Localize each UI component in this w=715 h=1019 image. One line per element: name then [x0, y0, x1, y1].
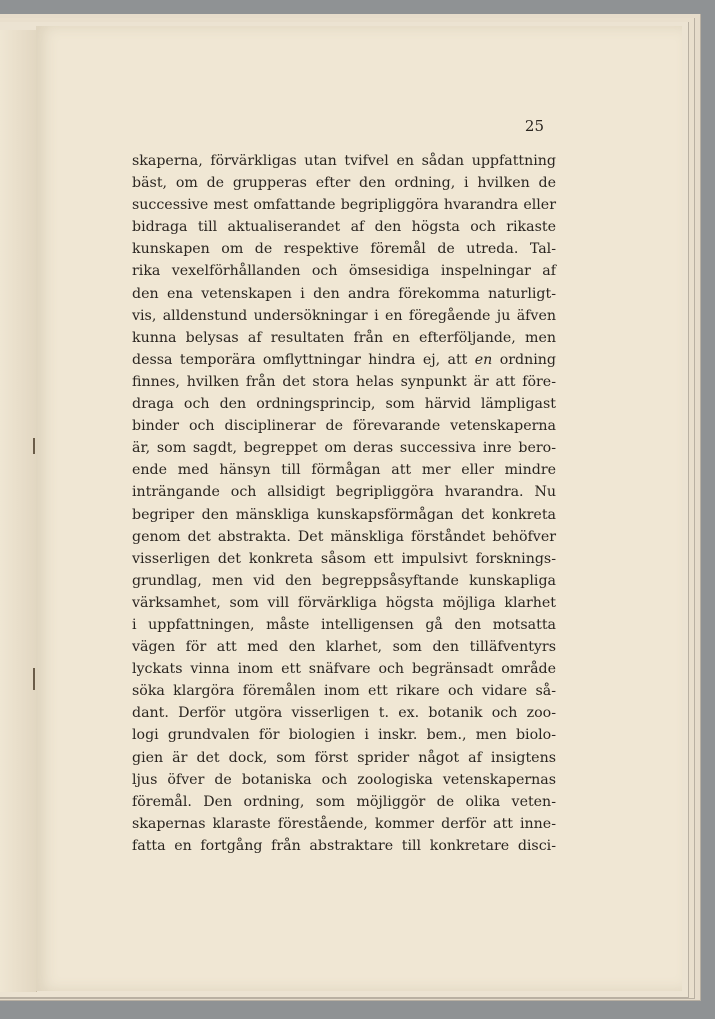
emphasized-word: en	[474, 351, 493, 368]
text-line: successive mest omfattande begripliggöra hvarandra eller	[132, 197, 556, 214]
text-line: gien är det dock, som först sprider något af insigtens	[132, 749, 556, 766]
left-page-edge	[0, 30, 37, 992]
text-line: söka klargöra föremålen inom ett rikare och vidare så-	[132, 683, 556, 700]
text-line: dessa temporära omflyttningar hindra ej, att en ordning	[132, 351, 556, 368]
text-line: draga och den ordningsprincip, som härvid lämpligast	[132, 396, 556, 413]
text-line: begriper den mänskliga kunskapsförmågan det konkreta	[132, 506, 556, 523]
text-line: binder och disciplinerar de förevarande vetenskaperna	[132, 418, 556, 435]
text-line: skapernas klaraste förestående, kommer derför att inne-	[132, 815, 556, 832]
text-line: kunna belysas af resultaten från en efterföljande, men	[132, 329, 556, 346]
margin-pencil-mark	[33, 668, 35, 690]
text-line: dant. Derför utgöra visserligen t. ex. botanik och zoo-	[132, 705, 556, 722]
text-line: är, som sagdt, begreppet om deras successiva inre bero-	[132, 440, 556, 457]
text-line: den ena vetenskapen i den andra förekomma naturligt-	[132, 285, 556, 302]
body-text	[132, 150, 556, 857]
text-line: logi grundvalen för biologien i inskr. bem., men biolo-	[132, 727, 556, 744]
text-line: värksamhet, som vill förvärkliga högsta möjliga klarhet	[132, 594, 556, 611]
text-line: grundlag, men vid den begreppsåsyftande kunskapliga	[132, 572, 556, 589]
text-line: kunskapen om de respektive föremål de utreda. Tal-	[132, 241, 556, 258]
text-line: vägen för att med den klarhet, som den tilläfventyrs	[132, 639, 556, 656]
page-number: 25	[524, 117, 544, 135]
text-line: föremål. Den ordning, som möjliggör de olika veten-	[132, 793, 556, 810]
text-line: inträngande och allsidigt begripliggöra hvarandra. Nu	[132, 484, 556, 501]
text-line: bäst, om de grupperas efter den ordning, i hvilken de	[132, 175, 556, 192]
text-line: fatta en fortgång från abstraktare till konkretare disci-	[132, 837, 556, 854]
text-line: finnes, hvilken från det stora helas synpunkt är att före-	[132, 373, 556, 390]
text-line: bidraga till aktualiserandet af den högsta och rikaste	[132, 219, 556, 236]
text-line: genom det abstrakta. Det mänskliga förståndet behöfver	[132, 528, 556, 545]
margin-pencil-mark	[33, 438, 35, 454]
text-line: rika vexelförhållanden och ömsesidiga inspelningar af	[132, 263, 556, 280]
text-line: i uppfattningen, måste intelligensen gå den motsatta	[132, 616, 556, 633]
text-line: ljus öfver de botaniska och zoologiska vetenskapernas	[132, 771, 556, 788]
text-line: visserligen det konkreta såsom ett impulsivt forsknings-	[132, 550, 556, 567]
text-line: lyckats vinna inom ett snäfvare och begränsadt område	[132, 661, 556, 678]
text-line: skaperna, förvärkligas utan tvifvel en sådan uppfattning	[132, 153, 556, 169]
text-line: vis, alldenstund undersökningar i en föregående ju äfven	[132, 307, 556, 324]
text-line: ende med hänsyn till förmågan att mer eller mindre	[132, 462, 556, 479]
